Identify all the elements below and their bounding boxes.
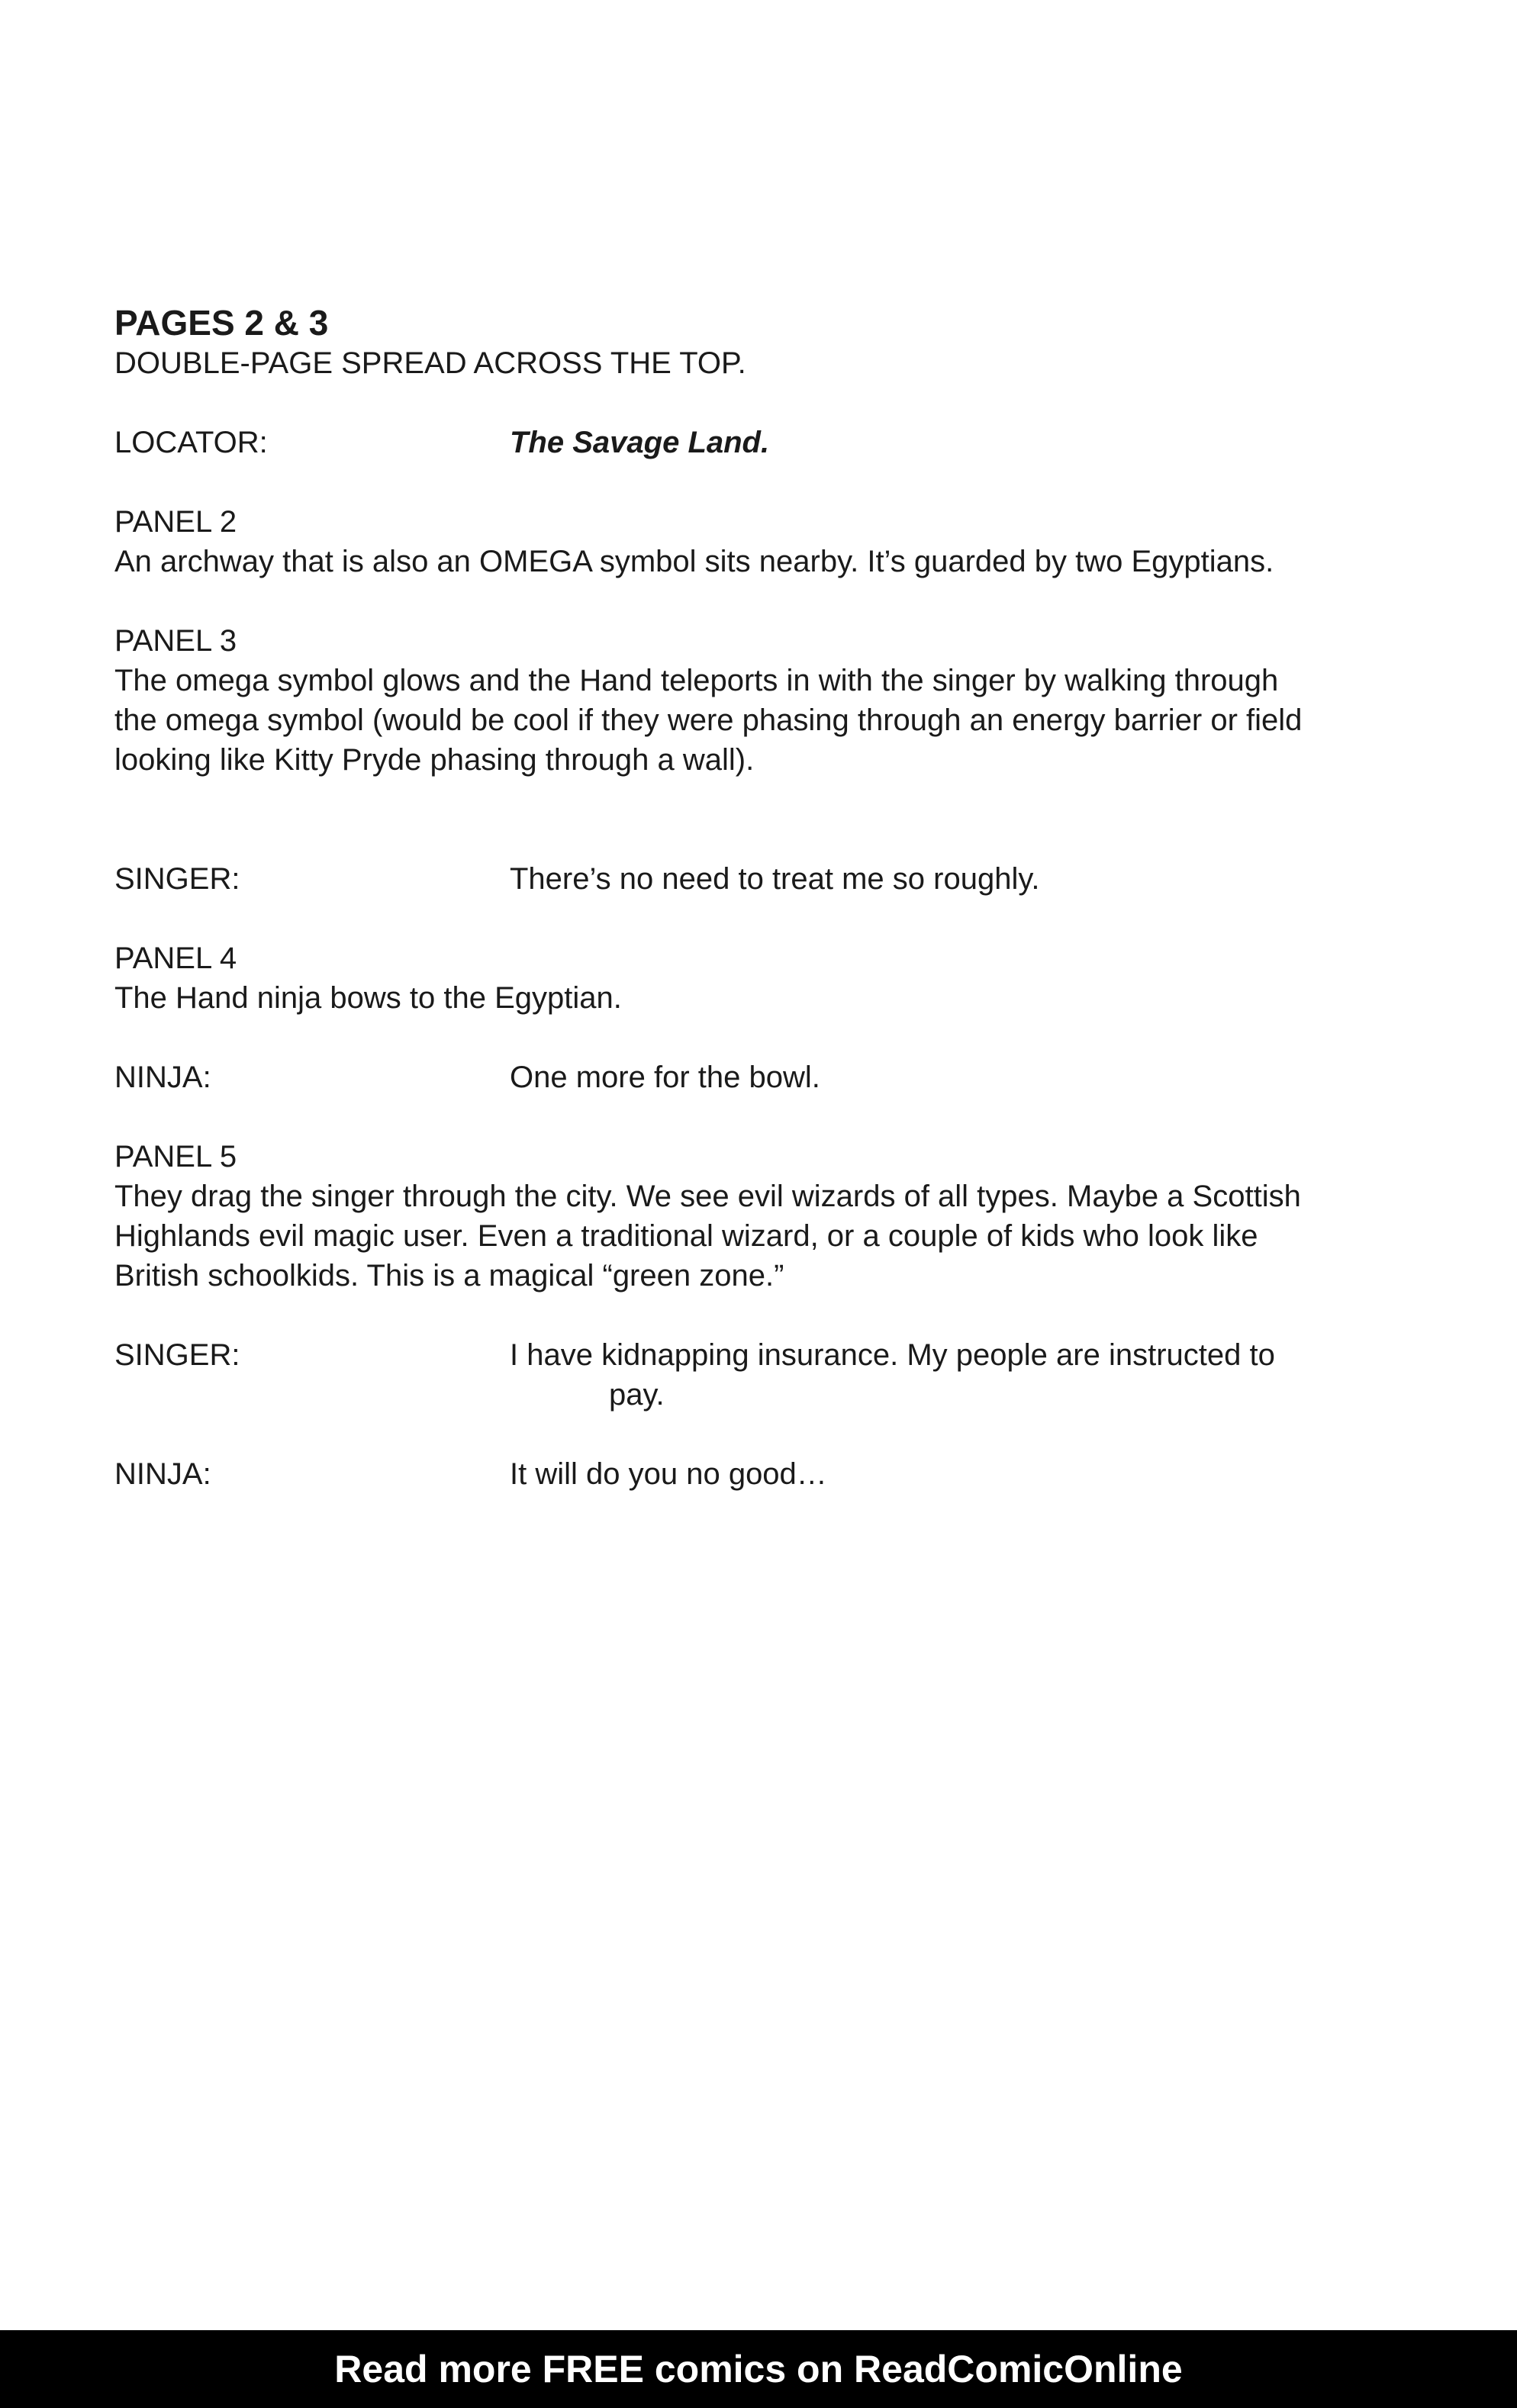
dialogue-text: I have kidnapping insurance. My people are instructed to [510, 1338, 1275, 1372]
locator-label: LOCATOR: [114, 426, 268, 459]
footer-banner[interactable] [0, 2330, 1517, 2408]
panel-3-label: PANEL 3 [114, 624, 237, 658]
script-page [114, 302, 1412, 1494]
panel-4-label: PANEL 4 [114, 942, 237, 975]
dialogue-text: One more for the bowl. [510, 1061, 820, 1094]
spacer [114, 780, 1412, 859]
speaker-label: NINJA: [114, 1457, 211, 1491]
spacer [114, 1415, 1412, 1454]
speaker-label: NINJA: [114, 1061, 211, 1094]
panel-5-description-line: They drag the singer through the city. We see evil wizards of all types. Maybe a Scottish [114, 1180, 1301, 1213]
speaker-label: SINGER: [114, 1338, 240, 1372]
speaker-label: SINGER: [114, 862, 240, 896]
panel-3-dialogue [114, 859, 1412, 899]
dialogue-text-block [510, 1335, 1412, 1415]
panel-5-description-line: British schoolkids. This is a magical “green zone.” [114, 1259, 784, 1293]
panel-5-label: PANEL 5 [114, 1140, 237, 1173]
panel-4-dialogue [114, 1058, 1412, 1097]
spacer [114, 1097, 1412, 1137]
panel-5-dialogue-ninja [114, 1454, 1412, 1494]
dialogue-text: There’s no need to treat me so roughly. [510, 862, 1040, 896]
spacer [114, 899, 1412, 938]
spread-note: DOUBLE-PAGE SPREAD ACROSS THE TOP. [114, 346, 746, 380]
spacer [114, 581, 1412, 621]
spacer [114, 1018, 1412, 1058]
panel-3-description-line: The omega symbol glows and the Hand teleports in with the singer by walking through [114, 664, 1279, 697]
spacer [114, 1296, 1412, 1335]
spacer [114, 462, 1412, 502]
locator-text: The Savage Land. [510, 426, 770, 459]
panel-2-description: An archway that is also an OMEGA symbol sits nearby. It’s guarded by two Egyptians. [114, 545, 1274, 578]
dialogue-text: It will do you no good… [510, 1457, 827, 1491]
dialogue-text-continued: pay. [609, 1378, 665, 1412]
panel-3-description-line: the omega symbol (would be cool if they were phasing through an energy barrier or field [114, 703, 1303, 737]
panel-5-description-line: Highlands evil magic user. Even a traditional wizard, or a couple of kids who look like [114, 1219, 1258, 1253]
panel-5-dialogue-singer [114, 1335, 1412, 1415]
panel-2-label: PANEL 2 [114, 505, 237, 539]
panel-4-description: The Hand ninja bows to the Egyptian. [114, 981, 622, 1015]
spacer [114, 383, 1412, 423]
footer-link-text[interactable]: Read more FREE comics on ReadComicOnline [334, 2348, 1183, 2390]
pages-heading: PAGES 2 & 3 [114, 303, 329, 343]
locator-row [114, 423, 1412, 462]
panel-3-description-line: looking like Kitty Pryde phasing through a wall). [114, 743, 755, 777]
